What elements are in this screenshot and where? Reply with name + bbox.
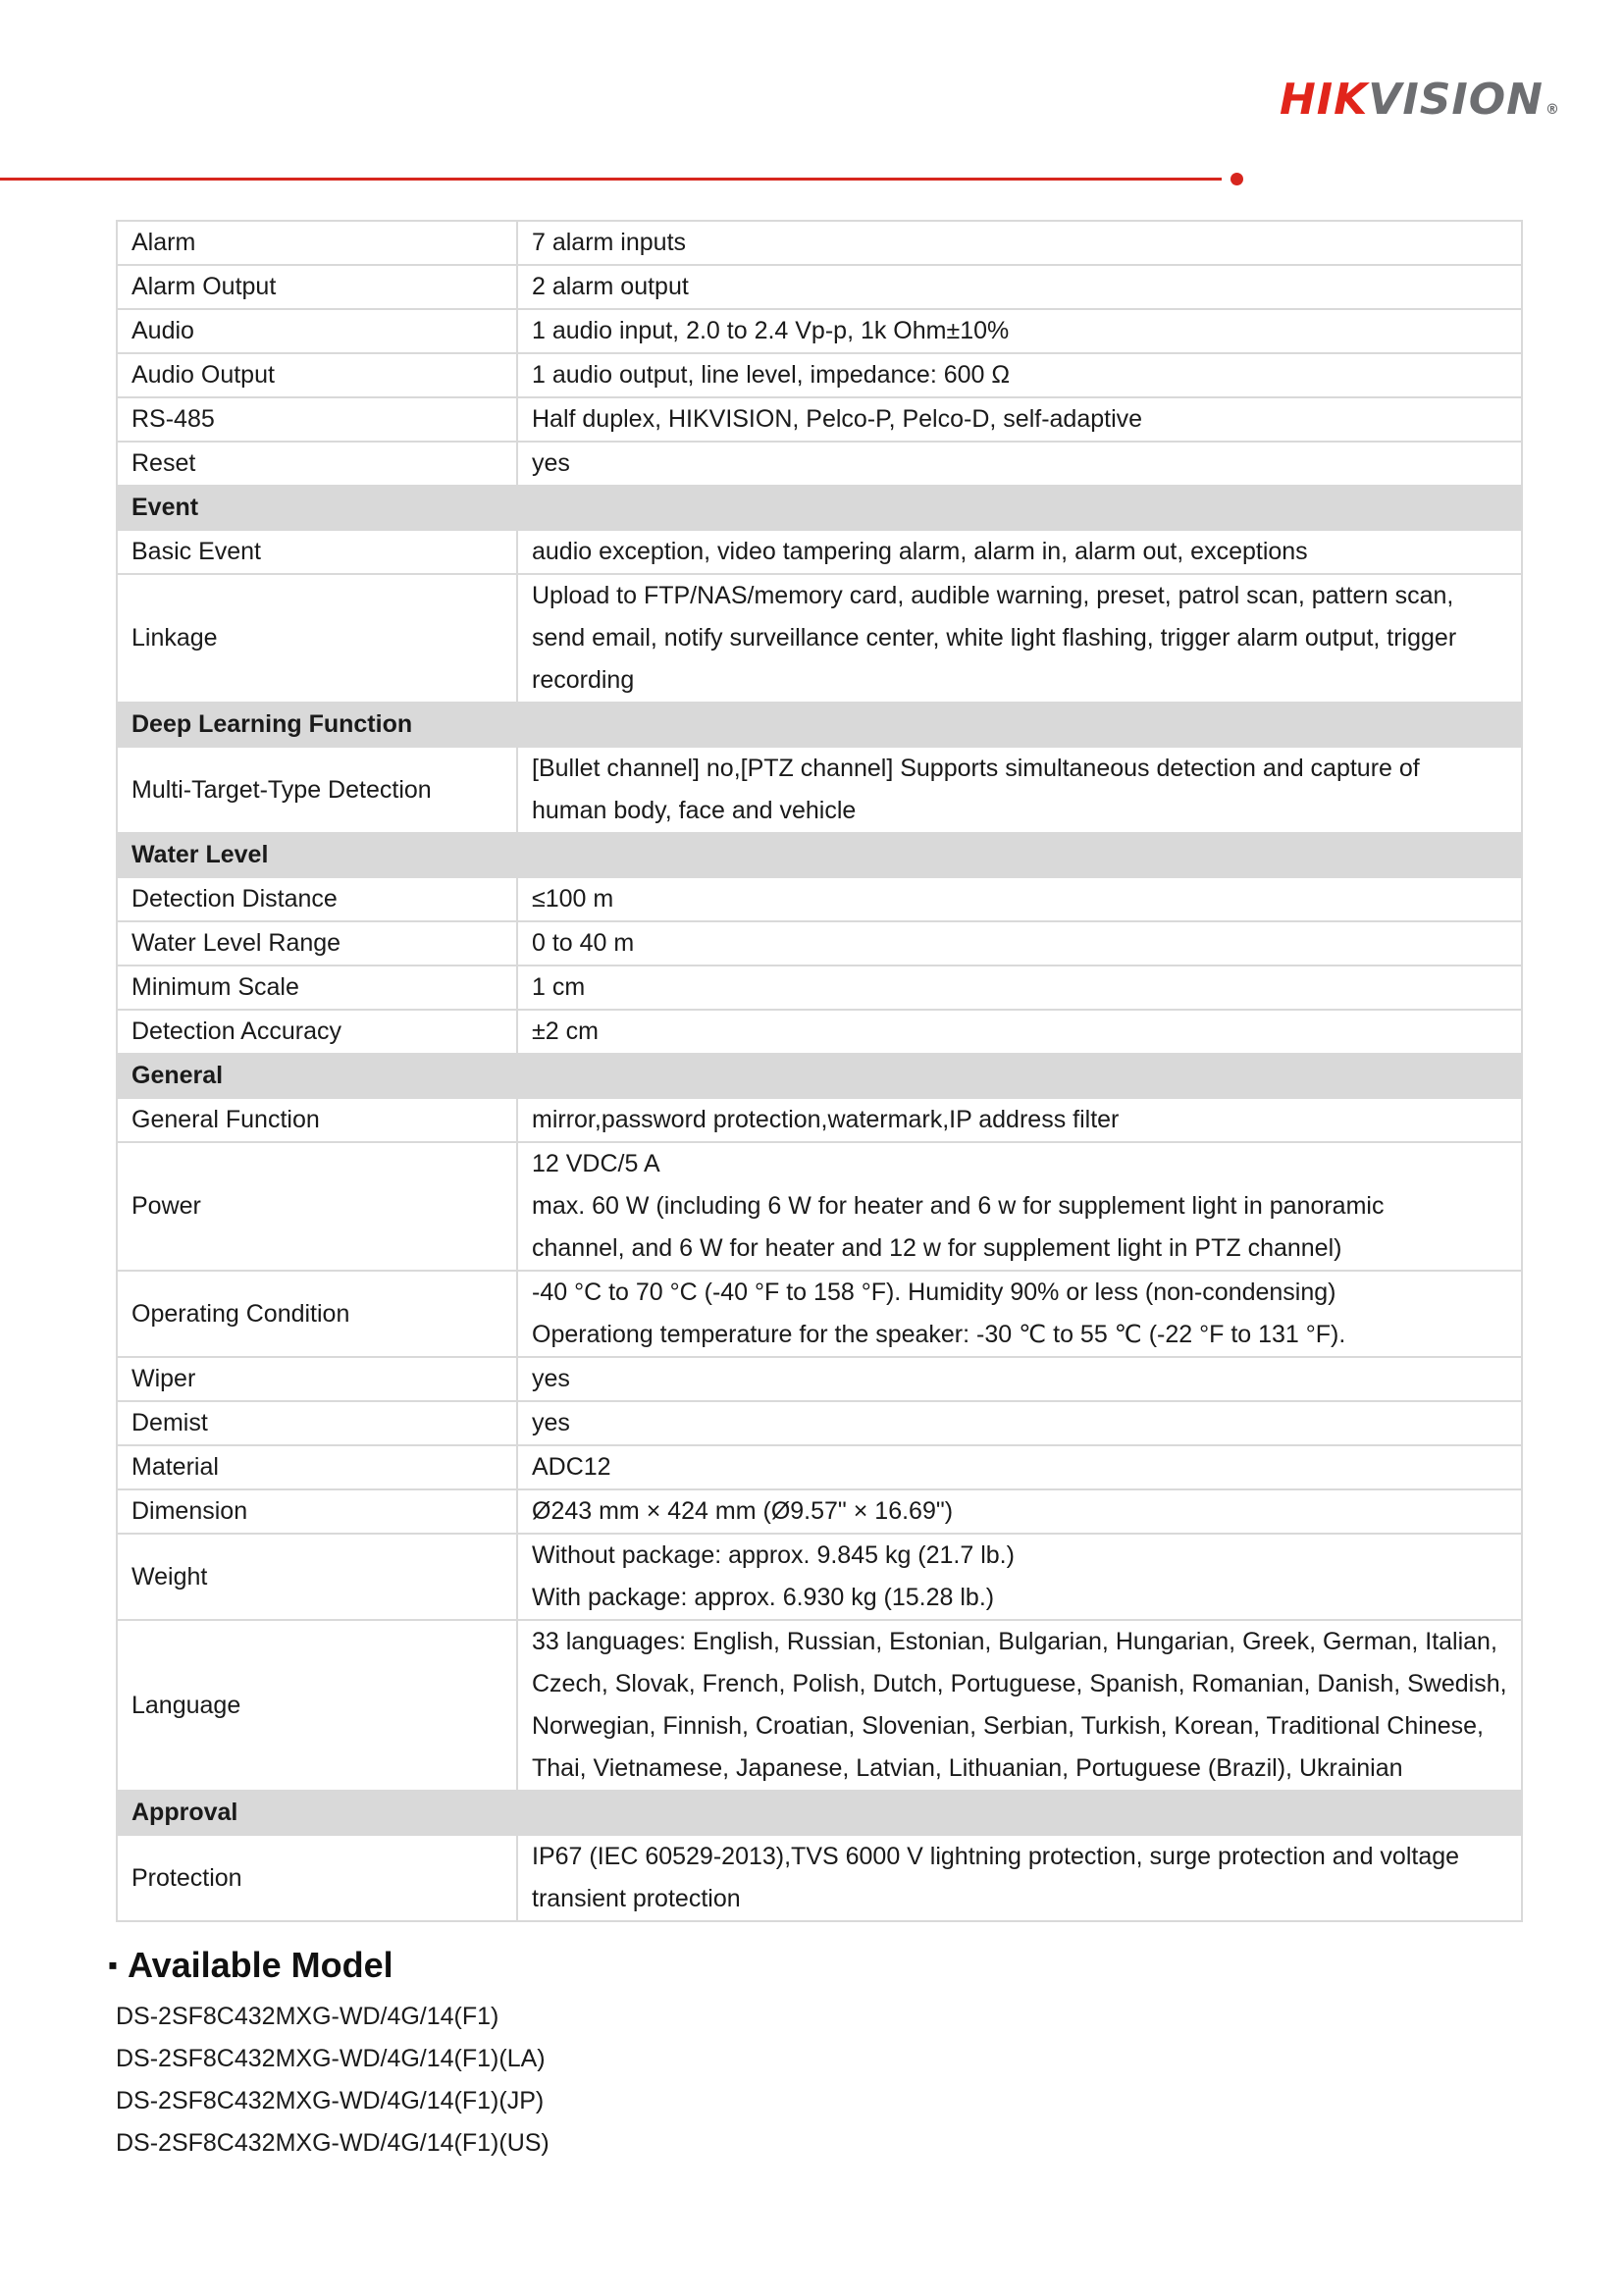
spec-value — [517, 442, 1522, 486]
spec-value — [517, 530, 1522, 574]
spec-key: Basic Event — [117, 530, 517, 574]
spec-value — [517, 1010, 1522, 1054]
spec-value-line: Operationg temperature for the speaker: -30 ℃ to 55 ℃ (-22 °F to 131 °F). — [532, 1321, 1346, 1348]
spec-value-line: Half duplex, HIKVISION, Pelco-P, Pelco-D, self-adaptive — [532, 405, 1143, 433]
spec-key: Language — [117, 1620, 517, 1791]
spec-value — [517, 1835, 1522, 1921]
logo-part-hik: HIK — [1279, 75, 1369, 125]
spec-row — [117, 921, 1522, 965]
spec-row — [117, 1489, 1522, 1534]
spec-value — [517, 574, 1522, 703]
spec-row — [117, 353, 1522, 397]
spec-value — [517, 747, 1522, 833]
spec-row — [117, 530, 1522, 574]
spec-value-line: 7 alarm inputs — [532, 229, 687, 256]
spec-value — [517, 1489, 1522, 1534]
spec-key: Operating Condition — [117, 1271, 517, 1357]
available-model-heading — [108, 1945, 393, 1986]
section-header-row — [117, 1054, 1522, 1098]
spec-value-line: audio exception, video tampering alarm, alarm in, alarm out, exceptions — [532, 538, 1308, 565]
model-list — [116, 1996, 550, 2165]
spec-value-line: Without package: approx. 9.845 kg (21.7 lb.) — [532, 1541, 1015, 1569]
spec-value — [517, 1357, 1522, 1401]
spec-value-line: channel, and 6 W for heater and 12 w for supplement light in PTZ channel) — [532, 1234, 1342, 1262]
section-header-row — [117, 833, 1522, 877]
logo-part-vision: VISION — [1368, 75, 1544, 125]
spec-value-line: 1 audio input, 2.0 to 2.4 Vp-p, 1k Ohm±10% — [532, 317, 1010, 344]
bullet-icon: ▪ — [108, 1950, 118, 1980]
spec-key: Material — [117, 1445, 517, 1489]
spec-value-line: Ø243 mm × 424 mm (Ø9.57" × 16.69") — [532, 1497, 954, 1525]
spec-row — [117, 1357, 1522, 1401]
spec-value-line: max. 60 W (including 6 W for heater and 6 w for supplement light in panoramic — [532, 1192, 1385, 1220]
spec-key: RS-485 — [117, 397, 517, 442]
spec-value — [517, 353, 1522, 397]
spec-value-line: recording — [532, 666, 635, 694]
spec-key: General Function — [117, 1098, 517, 1142]
spec-row — [117, 574, 1522, 703]
spec-value-line: -40 °C to 70 °C (-40 °F to 158 °F). Humidity 90% or less (non-condensing) — [532, 1278, 1336, 1306]
header-divider — [0, 178, 1222, 181]
spec-row — [117, 397, 1522, 442]
spec-key: Multi-Target-Type Detection — [117, 747, 517, 833]
spec-row — [117, 221, 1522, 265]
section-title: Water Level — [117, 833, 1522, 877]
spec-value-line: yes — [532, 1365, 570, 1392]
model-item: DS-2SF8C432MXG-WD/4G/14(F1)(LA) — [116, 2045, 546, 2072]
spec-value-line: yes — [532, 449, 570, 477]
spec-value — [517, 221, 1522, 265]
spec-value-line: ADC12 — [532, 1453, 611, 1481]
spec-value — [517, 1445, 1522, 1489]
spec-key: Minimum Scale — [117, 965, 517, 1010]
spec-key: Reset — [117, 442, 517, 486]
spec-value-line: 2 alarm output — [532, 273, 689, 300]
spec-key: Alarm Output — [117, 265, 517, 309]
spec-value — [517, 1401, 1522, 1445]
spec-value-line: ≤100 m — [532, 885, 614, 913]
section-title: Approval — [117, 1791, 1522, 1835]
section-header-row — [117, 486, 1522, 530]
spec-value — [517, 965, 1522, 1010]
spec-row — [117, 265, 1522, 309]
spec-row — [117, 747, 1522, 833]
spec-row — [117, 442, 1522, 486]
spec-key: Protection — [117, 1835, 517, 1921]
section-title: General — [117, 1054, 1522, 1098]
model-item: DS-2SF8C432MXG-WD/4G/14(F1)(US) — [116, 2129, 550, 2157]
spec-value-line: ±2 cm — [532, 1018, 599, 1045]
spec-key: Power — [117, 1142, 517, 1271]
spec-key: Audio — [117, 309, 517, 353]
spec-value-line: Upload to FTP/NAS/memory card, audible warning, preset, patrol scan, pattern scan, — [532, 582, 1454, 609]
spec-value — [517, 1620, 1522, 1791]
spec-row — [117, 309, 1522, 353]
spec-key: Wiper — [117, 1357, 517, 1401]
spec-key: Detection Accuracy — [117, 1010, 517, 1054]
spec-value-line: [Bullet channel] no,[PTZ channel] Supports simultaneous detection and capture of — [532, 755, 1420, 782]
spec-value-line: 0 to 40 m — [532, 929, 635, 957]
spec-value-line: Norwegian, Finnish, Croatian, Slovenian, Serbian, Turkish, Korean, Traditional Chinese, — [532, 1712, 1484, 1740]
available-model-title: Available Model — [127, 1945, 393, 1985]
spec-value-line: Czech, Slovak, French, Polish, Dutch, Portuguese, Spanish, Romanian, Danish, Swedish, — [532, 1670, 1507, 1697]
spec-key: Alarm — [117, 221, 517, 265]
section-header-row — [117, 703, 1522, 747]
spec-value-line: transient protection — [532, 1885, 741, 1912]
hikvision-logo — [1280, 75, 1560, 125]
spec-row — [117, 1010, 1522, 1054]
spec-key: Detection Distance — [117, 877, 517, 921]
spec-key: Dimension — [117, 1489, 517, 1534]
spec-value — [517, 309, 1522, 353]
spec-row — [117, 1534, 1522, 1620]
spec-value-line: 12 VDC/5 A — [532, 1150, 660, 1177]
spec-value-line: mirror,password protection,watermark,IP address filter — [532, 1106, 1120, 1133]
spec-value — [517, 265, 1522, 309]
spec-value-line: send email, notify surveillance center, white light flashing, trigger alarm output, trigger — [532, 624, 1457, 652]
spec-value-line: human body, face and vehicle — [532, 797, 857, 824]
section-title: Deep Learning Function — [117, 703, 1522, 747]
spec-value — [517, 397, 1522, 442]
header-divider-dot — [1230, 173, 1243, 185]
spec-value-line: yes — [532, 1409, 570, 1436]
spec-value-line: IP67 (IEC 60529-2013),TVS 6000 V lightning protection, surge protection and voltage — [532, 1843, 1460, 1870]
model-item: DS-2SF8C432MXG-WD/4G/14(F1)(JP) — [116, 2087, 545, 2114]
spec-row — [117, 1835, 1522, 1921]
spec-value — [517, 921, 1522, 965]
spec-row — [117, 877, 1522, 921]
spec-table-body — [117, 221, 1522, 1921]
spec-value-line: 1 audio output, line level, impedance: 600 Ω — [532, 361, 1011, 389]
registered-mark: ® — [1545, 102, 1560, 118]
spec-key: Weight — [117, 1534, 517, 1620]
spec-value — [517, 1271, 1522, 1357]
spec-key: Water Level Range — [117, 921, 517, 965]
spec-value-line: With package: approx. 6.930 kg (15.28 lb.) — [532, 1584, 995, 1611]
spec-key: Demist — [117, 1401, 517, 1445]
spec-value — [517, 1534, 1522, 1620]
spec-row — [117, 1142, 1522, 1271]
spec-value-line: Thai, Vietnamese, Japanese, Latvian, Lithuanian, Portuguese (Brazil), Ukrainian — [532, 1754, 1403, 1782]
section-title: Event — [117, 486, 1522, 530]
spec-row — [117, 1620, 1522, 1791]
model-item: DS-2SF8C432MXG-WD/4G/14(F1) — [116, 2003, 499, 2030]
spec-value — [517, 1142, 1522, 1271]
spec-row — [117, 1445, 1522, 1489]
spec-key: Audio Output — [117, 353, 517, 397]
spec-table — [116, 220, 1523, 1922]
spec-value-line: 1 cm — [532, 973, 586, 1001]
spec-row — [117, 965, 1522, 1010]
section-header-row — [117, 1791, 1522, 1835]
spec-value — [517, 1098, 1522, 1142]
spec-key: Linkage — [117, 574, 517, 703]
spec-value-line: 33 languages: English, Russian, Estonian, Bulgarian, Hungarian, Greek, German, Italian, — [532, 1628, 1497, 1655]
spec-row — [117, 1271, 1522, 1357]
spec-row — [117, 1098, 1522, 1142]
spec-value — [517, 877, 1522, 921]
spec-row — [117, 1401, 1522, 1445]
